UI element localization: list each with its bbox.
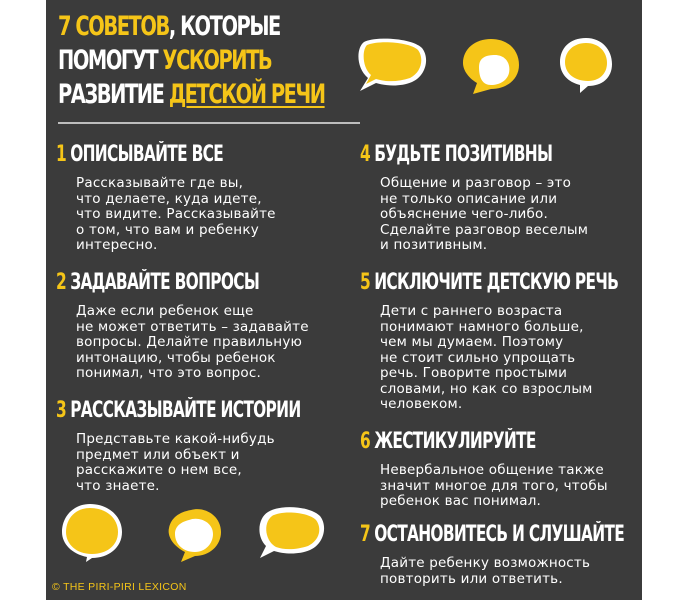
- title-highlight: 7 СОВЕТОВ: [58, 11, 169, 42]
- title-highlight: ДЕТСКОЙ РЕЧИ: [168, 79, 325, 110]
- tip-number: 7: [360, 522, 371, 547]
- copyright-notice: © THE PIRI-PIRI LEXICON: [52, 581, 187, 593]
- speech-bubble-icon: [258, 506, 328, 562]
- title-divider: [58, 122, 360, 124]
- poster-title: 7 СОВЕТОВ, КОТОРЫЕ ПОМОГУТ УСКОРИТЬ РАЗВИТИЕ ДЕТСКОЙ РЕЧИ: [58, 11, 325, 110]
- tip-2: [56, 268, 346, 382]
- speech-bubble-icon: [461, 37, 521, 95]
- speech-bubble-icon: [165, 506, 223, 564]
- tip-text: Дайте ребенку возможность повторить или ответить.: [380, 555, 591, 587]
- tip-6: [360, 427, 611, 510]
- tip-heading: 1 ОПИСЫВАЙТЕ ВСЕ: [56, 142, 224, 167]
- tip-heading: 7 ОСТАНОВИТЕСЬ И СЛУШАЙТЕ: [360, 522, 625, 547]
- tip-text: Дети с раннего возраста понимают намного больше, чем мы думаем. Поэтому не стоит сильно упрощать речь. Говорите простыми словами, но как со взрослым человеком.: [380, 303, 593, 412]
- tip-text: Рассказывайте где вы, что делаете, куда идете, что видите. Рассказывайте о том, что вам и ребенку интересно.: [76, 175, 276, 253]
- tip-text: Невербальное общение также значит многое для того, чтобы ребенок вас понимал.: [380, 462, 608, 509]
- speech-bubble-icon: [60, 502, 124, 564]
- tip-number: 6: [360, 429, 371, 454]
- tip-3: [56, 396, 405, 494]
- title-highlight: УСКОРИТЬ: [162, 45, 272, 76]
- tip-heading: 5 ИСКЛЮЧИТЕ ДЕТСКУЮ РЕЧЬ: [360, 270, 619, 295]
- tip-4: [360, 140, 635, 254]
- tip-text: Общение и разговор – это не только описание или объяснение чего-либо. Сделайте разговор веселым и позитивным.: [380, 175, 589, 253]
- tip-number: 4: [360, 142, 371, 167]
- speech-bubble-icon: [356, 38, 428, 94]
- tip-number: 2: [56, 270, 67, 295]
- infographic-poster: [46, 0, 642, 600]
- tip-text: Представьте какой-нибудь предмет или объект и расскажите о нем все, что знаете.: [76, 431, 275, 494]
- tip-number: 5: [360, 270, 371, 295]
- tip-text: Даже если ребенок еще не может ответить – задавайте вопросы. Делайте правильную интонацию, чтобы ребенок понимал, что это вопрос.: [76, 303, 309, 381]
- speech-bubble-icon: [558, 36, 614, 94]
- tip-heading: 2 ЗАДАВАЙТЕ ВОПРОСЫ: [56, 270, 260, 295]
- tip-5: [360, 268, 642, 413]
- tip-7: [360, 520, 642, 587]
- tip-heading: 6 ЖЕСТИКУЛИРУЙТЕ: [360, 429, 536, 454]
- tip-1: [56, 140, 295, 254]
- tip-heading: 3 РАССКАЗЫВАЙТЕ ИСТОРИИ: [56, 398, 301, 423]
- tip-number: 1: [56, 142, 67, 167]
- tip-number: 3: [56, 398, 67, 423]
- tip-heading: 4 БУДЬТЕ ПОЗИТИВНЫ: [360, 142, 553, 167]
